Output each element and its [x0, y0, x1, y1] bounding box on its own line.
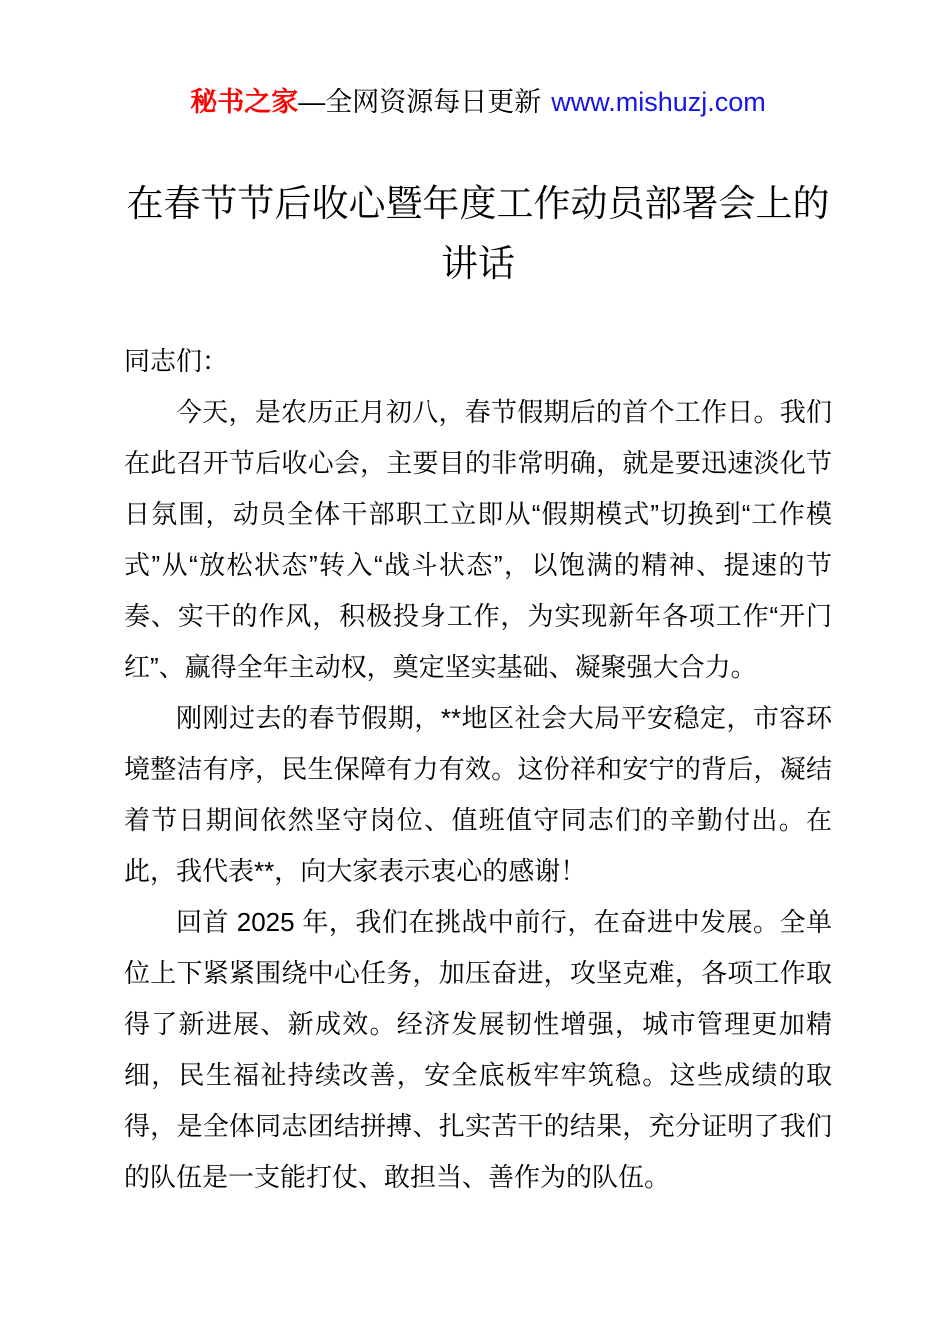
paragraph-opening: 今天，是农历正月初八，春节假期后的首个工作日。我们在此召开节后收心会，主要目的非常明确，就是要迅速淡化节日氛围，动员全体干部职工立即从“假期模式”切换到“工作模式”从“放松状态”转入“战斗状态”，以饱满的精神、提速的节奏、实干的作风，积极投身工作，为实现新年各项工作“开门红”、赢得全年主动权，奠定坚实基础、凝聚强大合力。	[124, 397, 832, 682]
header-dash: —	[298, 87, 326, 117]
document-title: 在春节节后收心暨年度工作动员部署会上的讲话	[126, 183, 830, 284]
document-body	[124, 336, 832, 1203]
site-header	[124, 84, 832, 120]
paragraph-holiday-review: 刚刚过去的春节假期，**地区社会大局平安稳定，市容环境整洁有序，民生保障有力有效。这份祥和安宁的背后，凝结着节日期间依然坚守岗位、值班值守同志们的辛勤付出。在此，我代表**，向大家表示衷心的感谢！	[124, 703, 832, 886]
paragraph-year-review: 回首 2025 年，我们在挑战中前行，在奋进中发展。全单位上下紧紧围绕中心任务，加压奋进，攻坚克难，各项工作取得了新进展、新成效。经济发展韧性增强，城市管理更加精细，民生福祉持续改善，安全底板牢牢筑稳。这些成绩的取得，是全体同志团结拼搏、扎实苦干的结果，充分证明了我们的队伍是一支能打仗、敢担当、善作为的队伍。	[124, 907, 832, 1192]
salutation: 同志们：	[124, 346, 229, 376]
site-url-link[interactable]: www.mishuzj.com	[551, 87, 766, 117]
site-brand: 秘书之家	[190, 87, 299, 117]
site-tagline: 全网资源每日更新	[325, 87, 542, 117]
